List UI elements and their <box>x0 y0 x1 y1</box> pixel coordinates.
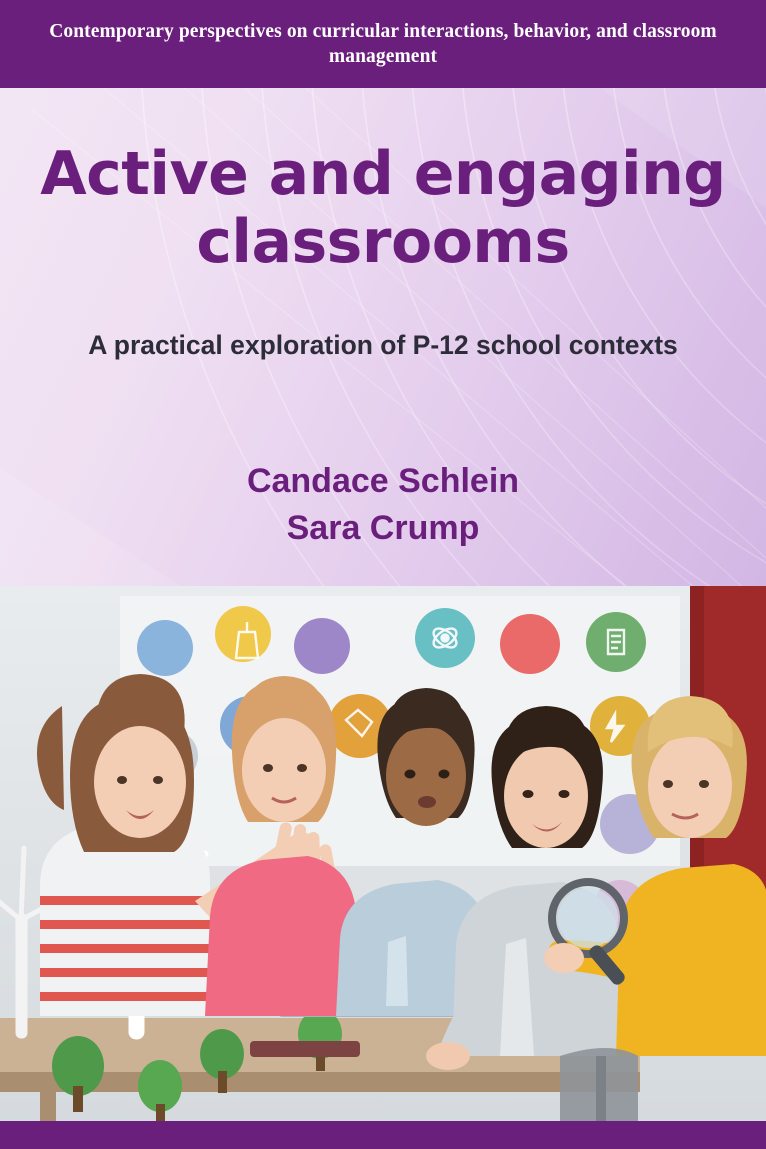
cover-photo <box>0 586 766 1121</box>
series-band <box>0 0 766 88</box>
title-block <box>0 88 766 586</box>
page-title <box>40 140 726 276</box>
title-line-2: classrooms <box>196 207 570 277</box>
author-name: Sara Crump <box>286 509 480 547</box>
series-title: Contemporary perspectives on curricular interactions, behavior, and classroom management <box>49 21 717 67</box>
author-name: Candace Schlein <box>246 462 520 500</box>
bottom-band <box>0 1121 766 1149</box>
title-line-1: Active and engaging <box>40 139 726 209</box>
subtitle: A practical exploration of P-12 school contexts <box>88 330 678 360</box>
title-panel <box>0 88 766 586</box>
author-list <box>40 458 726 552</box>
